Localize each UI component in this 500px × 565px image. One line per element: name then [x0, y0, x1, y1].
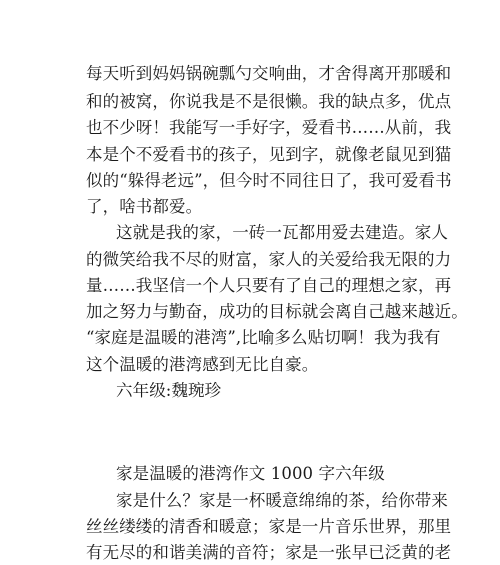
paragraph-3-line-1: 家是什么？家是一杯暖意绵绵的茶，给你带来 — [116, 491, 448, 510]
paragraph-3-line-3: 有无尽的和谐美满的音符；家是一张早已泛黄的老 — [86, 543, 452, 562]
paragraph-2-line-5: “家庭是温暖的港湾”,比喻多么贴切啊！我为我有 — [86, 328, 441, 347]
paragraph-1-line-6: 了，啥书都爱。 — [86, 197, 203, 216]
paragraph-3-line-2: 丝丝缕缕的清香和暖意；家是一片音乐世界，那里 — [86, 517, 452, 536]
paragraph-2-line-3: 量……我坚信一个人只要有了自己的理想之家，再 — [86, 276, 452, 295]
paragraph-1-line-3: 也不少呀！我能写一手好字，爱看书……从前，我 — [86, 118, 452, 137]
section-title: 家是温暖的港湾作文 1000 字六年级 — [116, 464, 385, 483]
paragraph-1-line-4: 本是个不爱看书的孩子，见到字，就像老鼠见到猫 — [86, 145, 452, 164]
paragraph-2-line-2: 的微笑给我不尽的财富，家人的关爱给我无限的力 — [86, 250, 452, 269]
paragraph-2-line-1: 这就是我的家，一砖一瓦都用爱去建造。家人 — [116, 223, 448, 242]
author-signature: 六年级:魏琬珍 — [116, 381, 222, 400]
paragraph-2-line-6: 这个温暖的港湾感到无比自豪。 — [86, 355, 319, 374]
paragraph-1-line-2: 和的被窝，你说我是不是很懒。我的缺点多，优点 — [86, 92, 452, 111]
paragraph-1-line-1: 每天听到妈妈锅碗瓢勺交响曲，才舍得离开那暖和 — [86, 64, 452, 83]
paragraph-2-line-4: 加之努力与勤奋，成功的目标就会离自己越来越近。 — [86, 302, 468, 321]
paragraph-1-line-5: 似的“躲得老远”，但今时不同往日了，我可爱看书 — [86, 171, 452, 190]
